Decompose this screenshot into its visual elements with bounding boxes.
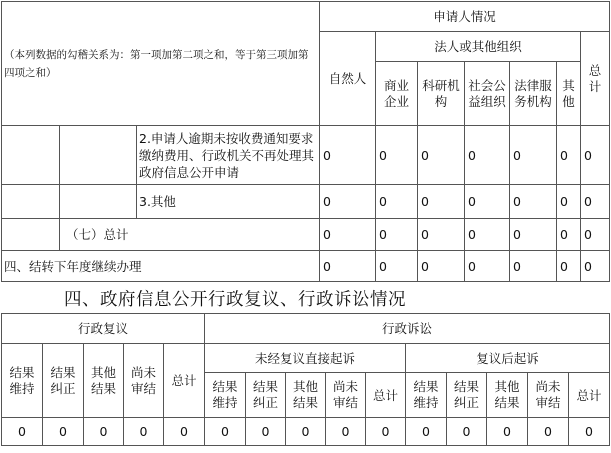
cell: 0 [366, 418, 406, 446]
col-header: 尚未审结 [124, 344, 164, 418]
cell: 0 [465, 185, 510, 219]
after-review-header: 复议后起诉 [406, 344, 610, 373]
cell: 0 [320, 185, 376, 219]
table-note: （本列数据的勾稽关系为：第一项加第二项之和，等于第三项加第四项之和） [2, 2, 320, 126]
col-header: 法律服务机构 [510, 62, 557, 126]
cell: 0 [465, 219, 510, 251]
cell: 0 [43, 418, 84, 446]
natural-person-header: 自然人 [320, 32, 376, 126]
cell: 0 [418, 185, 465, 219]
cell: 0 [581, 185, 610, 219]
review-litigation-table [1, 313, 610, 446]
cell: 0 [557, 185, 581, 219]
cell: 0 [320, 126, 376, 185]
cell: 0 [2, 418, 43, 446]
direct-suit-header: 未经复议直接起诉 [205, 344, 406, 373]
col-header: 总计 [164, 344, 205, 418]
cell: 0 [510, 126, 557, 185]
col-header: 结果维持 [406, 373, 447, 418]
cell: 0 [246, 418, 286, 446]
cell: 0 [581, 126, 610, 185]
col-header: 商业企业 [376, 62, 418, 126]
row-label: 四、结转下年度继续办理 [2, 251, 320, 282]
col-header: 结果维持 [205, 373, 246, 418]
cell: 0 [376, 219, 418, 251]
cell: 0 [376, 126, 418, 185]
applicant-table [1, 1, 610, 282]
row-label: 3.其他 [137, 185, 320, 219]
col-header: 结果纠正 [447, 373, 487, 418]
cell: 0 [581, 251, 610, 282]
col-header: 社会公益组织 [465, 62, 510, 126]
col-header: 其他结果 [84, 344, 124, 418]
col-header: 结果纠正 [246, 373, 286, 418]
cell: 0 [376, 185, 418, 219]
cell: 0 [164, 418, 205, 446]
cell: 0 [465, 251, 510, 282]
cell: 0 [320, 251, 376, 282]
legal-group-header: 法人或其他组织 [376, 32, 581, 62]
cell: 0 [326, 418, 366, 446]
section-title: 四、政府信息公开行政复议、行政诉讼情况 [64, 290, 406, 310]
col-header: 其他结果 [286, 373, 326, 418]
cell: 0 [557, 126, 581, 185]
cell: 0 [447, 418, 487, 446]
cell: 0 [406, 418, 447, 446]
cell: 0 [418, 219, 465, 251]
cell: 0 [84, 418, 124, 446]
col-header: 科研机构 [418, 62, 465, 126]
cell: 0 [581, 219, 610, 251]
col-header: 其他 [557, 62, 581, 126]
cell: 0 [418, 251, 465, 282]
cell: 0 [286, 418, 326, 446]
col-header: 总计 [569, 373, 610, 418]
cell: 0 [510, 251, 557, 282]
cell: 0 [205, 418, 246, 446]
col-header: 结果纠正 [43, 344, 84, 418]
col-header: 其他结果 [487, 373, 528, 418]
col-header: 尚未审结 [528, 373, 569, 418]
cell: 0 [569, 418, 610, 446]
cell: 0 [510, 185, 557, 219]
litigation-header: 行政诉讼 [205, 314, 610, 344]
total-header: 总计 [581, 32, 610, 126]
review-header: 行政复议 [2, 314, 205, 344]
cell: 0 [487, 418, 528, 446]
col-header: 总计 [366, 373, 406, 418]
row-label: 2.申请人逾期未按收费通知要求缴纳费用、行政机关不再处理其政府信息公开申请 [137, 126, 320, 185]
row-label: （七）总计 [60, 219, 320, 251]
cell: 0 [528, 418, 569, 446]
col-header: 结果维持 [2, 344, 43, 418]
cell: 0 [124, 418, 164, 446]
cell: 0 [320, 219, 376, 251]
cell: 0 [557, 251, 581, 282]
cell: 0 [557, 219, 581, 251]
applicant-header: 申请人情况 [320, 2, 610, 32]
cell: 0 [465, 126, 510, 185]
cell: 0 [510, 219, 557, 251]
cell: 0 [376, 251, 418, 282]
cell: 0 [418, 126, 465, 185]
col-header: 尚未审结 [326, 373, 366, 418]
